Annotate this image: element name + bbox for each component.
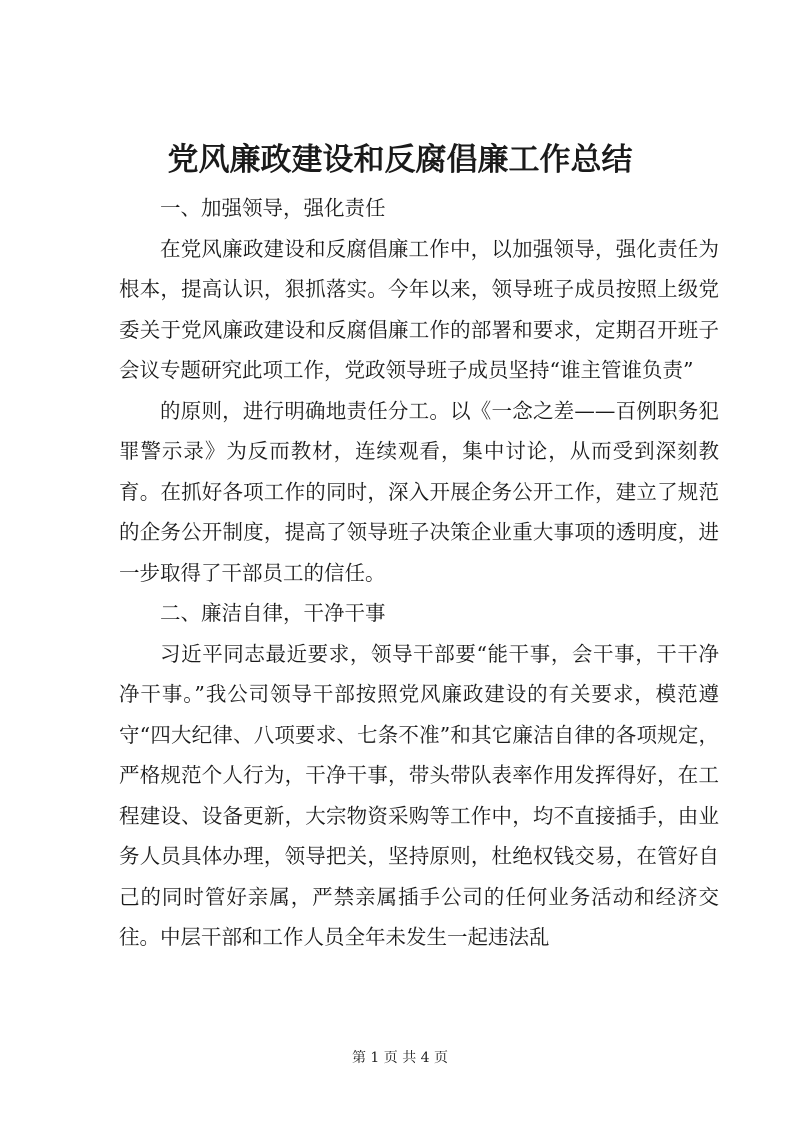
document-title: 党风廉政建设和反腐倡廉工作总结 bbox=[167, 142, 633, 178]
paragraph: 在党风廉政建设和反腐倡廉工作中，以加强领导，强化责任为根本，提高认识，狠抓落实。今年以来，领导班子成员按照上级党委关于党风廉政建设和反腐倡廉工作的部署和要求，定期召开班子会议专题研究此项工作，党政领导班子成员坚持“谁主管谁负责” bbox=[119, 236, 719, 382]
page-footer: 第 1 页 共 4 页 bbox=[351, 1050, 449, 1066]
section-heading-1: 一、加强领导，强化责任 bbox=[160, 196, 386, 220]
document-body bbox=[119, 188, 719, 958]
paragraph: 的原则，进行明确地责任分工。以《一念之差——百例职务犯罪警示录》为反而教材，连续观看，集中讨论，从而受到深刻教育。在抓好各项工作的同时，深入开展企务公开工作，建立了规范的企务公开制度，提高了领导班子决策企业重大事项的透明度，进一步取得了干部员工的信任。 bbox=[119, 398, 719, 585]
section-heading-2: 二、廉洁自律，干净干事 bbox=[160, 601, 386, 625]
paragraph: 习近平同志最近要求，领导干部要“能干事，会干事，干干净净干事。”我公司领导干部按照党风廉政建设的有关要求，模范遵守“四大纪律、八项要求、七条不准”和其它廉洁自律的各项规定，严格规范个人行为，干净干事，带头带队表率作用发挥得好，在工程建设、设备更新，大宗物资采购等工作中，均不直接插手，由业务人员具体办理，领导把关，坚持原则，杜绝权钱交易，在管好自己的同时管好亲属，严禁亲属插手公司的任何业务活动和经济交往。中层干部和工作人员全年未发生一起违法乱 bbox=[119, 641, 719, 949]
